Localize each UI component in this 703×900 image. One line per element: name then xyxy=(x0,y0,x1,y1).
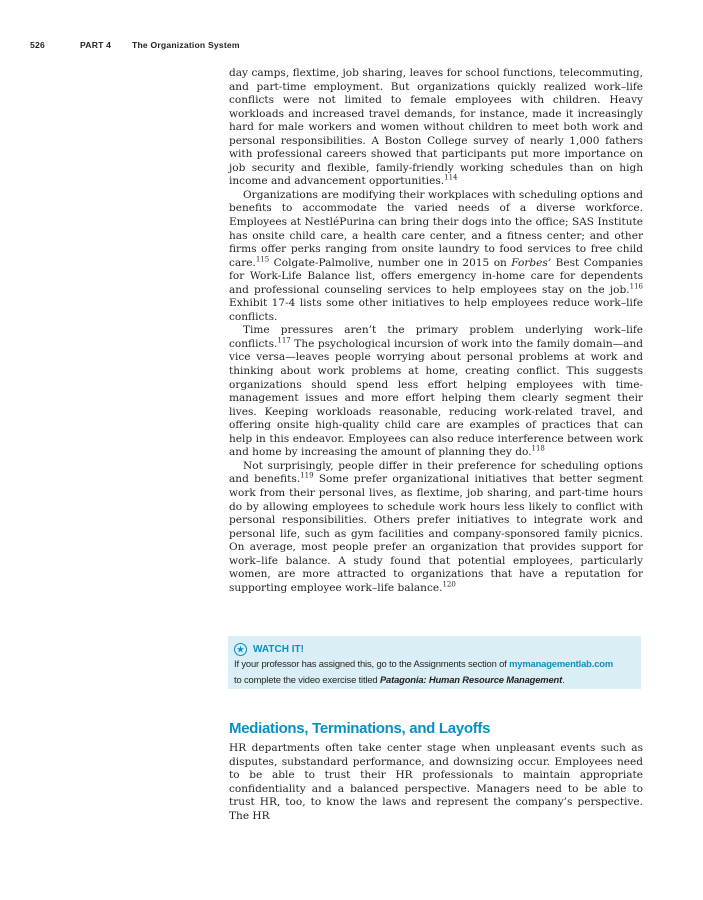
watch-it-line-2 xyxy=(234,674,565,685)
section-paragraph: HR departments often take center stage when unpleasant events such as disputes, substandard performance, and downsizing occur. Employees need to be able to trust their HR professionals to maintain appropriate confidentiality and a balanced perspective. Managers need to be able to trust HR, too, to know the laws and represent the company’s perspective. The HR xyxy=(229,742,643,822)
text-run: Not surprisingly, people differ in their preference for scheduling options and benefits. xyxy=(229,459,643,486)
page-number: 526 xyxy=(30,40,45,50)
watch-it-text-1: If your professor has assigned this, go to the Assignments section of xyxy=(234,658,510,669)
text-run: Organizations are modifying their workplaces with scheduling options and benefits to accommodate the varied needs of a diverse workforce. Employees at NestléPurina can bring their dogs into the office; SAS Institute has onsite child care, a health care center, and a fitness center; and other firms offer perks ranging from onsite laundry to food services to free child care. xyxy=(229,188,643,269)
section-body xyxy=(229,742,643,823)
body-paragraph xyxy=(229,324,643,459)
text-run: The psychological incursion of work into the family domain—and vice versa—leaves people worrying about personal problems at work and thinking about work problems at home, creating conflict. This suggests organizations should spend less effort helping employees with time-management issues and more effort helping them clearly segment their lives. Keeping workloads reasonable, reducing work-related travel, and offering onsite high-quality child care are examples of practices that can help in this endeavor. Employees can also reduce interference between work and home by increasing the amount of planning they do. xyxy=(229,337,643,459)
footnote-ref: 120 xyxy=(442,580,456,589)
section-heading: Mediations, Terminations, and Layoffs xyxy=(229,720,491,737)
body-text xyxy=(229,67,643,595)
text-run: Best Companies for Work-Life Balance list, offers emergency in-home care for dependents and professional counseling services to help employees stay on the job. xyxy=(229,256,643,296)
footnote-ref: 119 xyxy=(300,471,314,480)
italic-text: Forbes’ xyxy=(511,256,552,269)
footnote-ref: 114 xyxy=(444,173,458,182)
body-paragraph xyxy=(229,67,643,189)
text-run: Time pressures aren’t the primary problem underlying work–life conflicts. xyxy=(229,324,643,350)
watch-it-label: WATCH IT! xyxy=(253,644,304,655)
watch-it-line-1 xyxy=(234,658,613,669)
text-run: Colgate-Palmolive, number one in 2015 on xyxy=(269,256,512,269)
text-run: Exhibit 17-4 lists some other initiatives to help employees reduce work–life conflicts. xyxy=(229,297,643,323)
footnote-ref: 118 xyxy=(531,444,545,453)
footnote-ref: 117 xyxy=(277,336,291,345)
running-header xyxy=(30,40,240,50)
watch-it-box xyxy=(228,636,641,689)
body-paragraph xyxy=(229,189,643,324)
video-title: Patagonia: Human Resource Management xyxy=(379,674,563,685)
text-run: Some prefer organizational initiatives that better segment work from their personal lives, as flextime, job sharing, and part-time hours do by allowing employees to schedule work hours less likely to conflict with personal responsibilities. Others prefer initiatives to integrate work and personal life, such as gym facilities and company-sponsored family picnics. On average, most people prefer an organization that provides support for work–life balance. A study found that potential employees, particularly women, are more attracted to organizations that have a reputation for supporting employee work–life balance. xyxy=(229,473,644,594)
watch-it-text-2: to complete the video exercise titled xyxy=(234,674,380,685)
mymanagementlab-link[interactable]: mymanagementlab.com xyxy=(509,658,614,669)
footnote-ref: 115 xyxy=(255,255,270,264)
body-paragraph xyxy=(229,460,643,595)
part-label: PART 4 xyxy=(80,40,112,50)
footnote-ref: 116 xyxy=(629,282,643,291)
star-circle-icon: ★ xyxy=(234,643,247,656)
watch-it-title xyxy=(234,643,304,656)
watch-it-text-2-end: . xyxy=(562,674,565,685)
part-title: The Organization System xyxy=(132,40,240,50)
text-run: day camps, flextime, job sharing, leaves for school functions, telecommuting, and part-time employment. But organizations quickly realized work–life conflicts were not limited to female employees with children. Heavy workloads and increased travel demands, for instance, made it increasingly hard for male workers and women without children to meet both work and personal responsibilities. A Boston College survey of nearly 1,000 fathers with professional careers showed that participants put more importance on job security and flexible, family-friendly working schedules than on high income and advancement opportunities. xyxy=(229,67,643,188)
